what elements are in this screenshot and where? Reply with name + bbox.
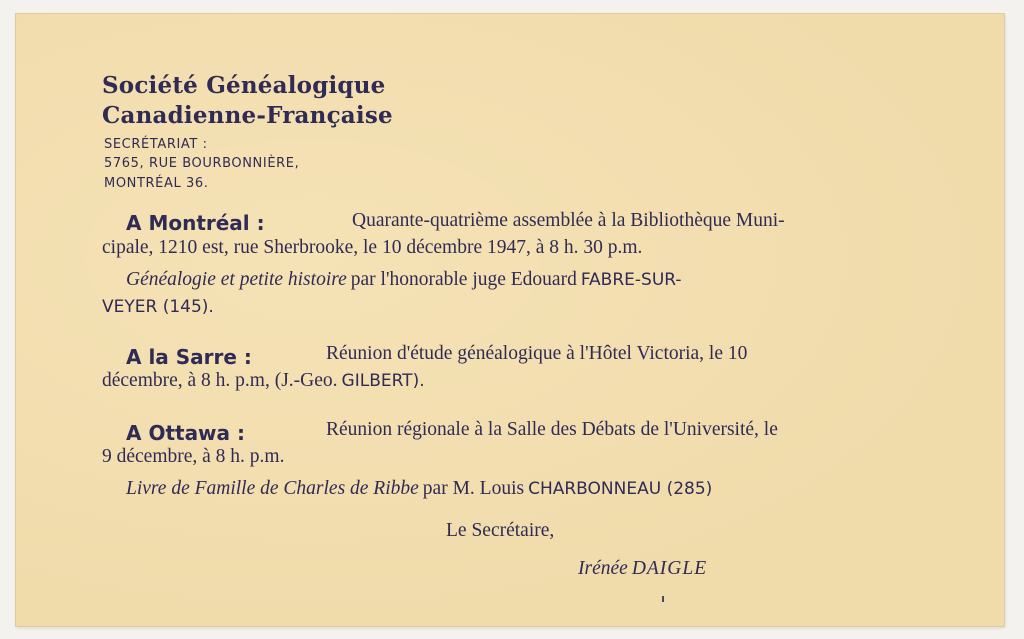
ottawa-text-line2: 9 décembre, à 8 h. p.m.	[102, 446, 285, 467]
montreal-talk-line	[126, 269, 682, 291]
place-ottawa: A Ottawa :	[126, 421, 245, 445]
lasarre-text-line1: Réunion d'étude généalogique à l'Hôtel Victoria, le 10	[326, 343, 748, 364]
signature-last-name: DAIGLE	[631, 558, 708, 579]
signature-first-name: Irénée	[578, 558, 628, 579]
lasarre-text-line2	[102, 370, 425, 392]
montreal-text-line2: cipale, 1210 est, rue Sherbrooke, le 10 décembre 1947, à 8 h. 30 p.m.	[102, 237, 643, 258]
ottawa-text-line1: Réunion régionale à la Salle des Débats de l'Université, le	[326, 419, 778, 440]
society-name-line2: Canadienne-Française	[102, 102, 393, 129]
street-address: 5765, RUE BOURBONNIÈRE,	[104, 156, 300, 171]
montreal-talk-by: par l'honorable juge Edouard	[350, 269, 577, 290]
secretariat-label: SECRÉTARIAT :	[104, 137, 208, 152]
ottawa-talk-title: Livre de Famille de Charles de Ribbe	[126, 478, 419, 499]
signature-name	[578, 558, 707, 580]
lasarre-time: décembre, à 8 h. p.m, (J.-Geo.	[102, 370, 338, 391]
ottawa-talk-line	[126, 478, 712, 500]
city-address: MONTRÉAL 36.	[104, 176, 209, 191]
montreal-text-line1: Quarante-quatrième assemblée à la Bibliothèque Muni-	[352, 210, 785, 231]
montreal-speaker-part2: VEYER (145).	[102, 297, 214, 317]
place-la-sarre: A la Sarre :	[126, 345, 252, 369]
ottawa-talk-by: par M. Louis	[422, 478, 525, 499]
signature-role: Le Secrétaire,	[446, 520, 555, 541]
ottawa-speaker: CHARBONNEAU (285)	[528, 479, 713, 499]
postcard	[16, 14, 1004, 626]
ink-mark	[662, 596, 664, 602]
place-montreal: A Montréal :	[126, 211, 265, 235]
montreal-speaker-part1: FABRE-SUR-	[580, 270, 682, 290]
society-name-line1: Société Généalogique	[102, 72, 386, 99]
montreal-talk-title: Généalogie et petite histoire	[126, 269, 347, 290]
lasarre-organizer: GILBERT).	[341, 371, 425, 391]
